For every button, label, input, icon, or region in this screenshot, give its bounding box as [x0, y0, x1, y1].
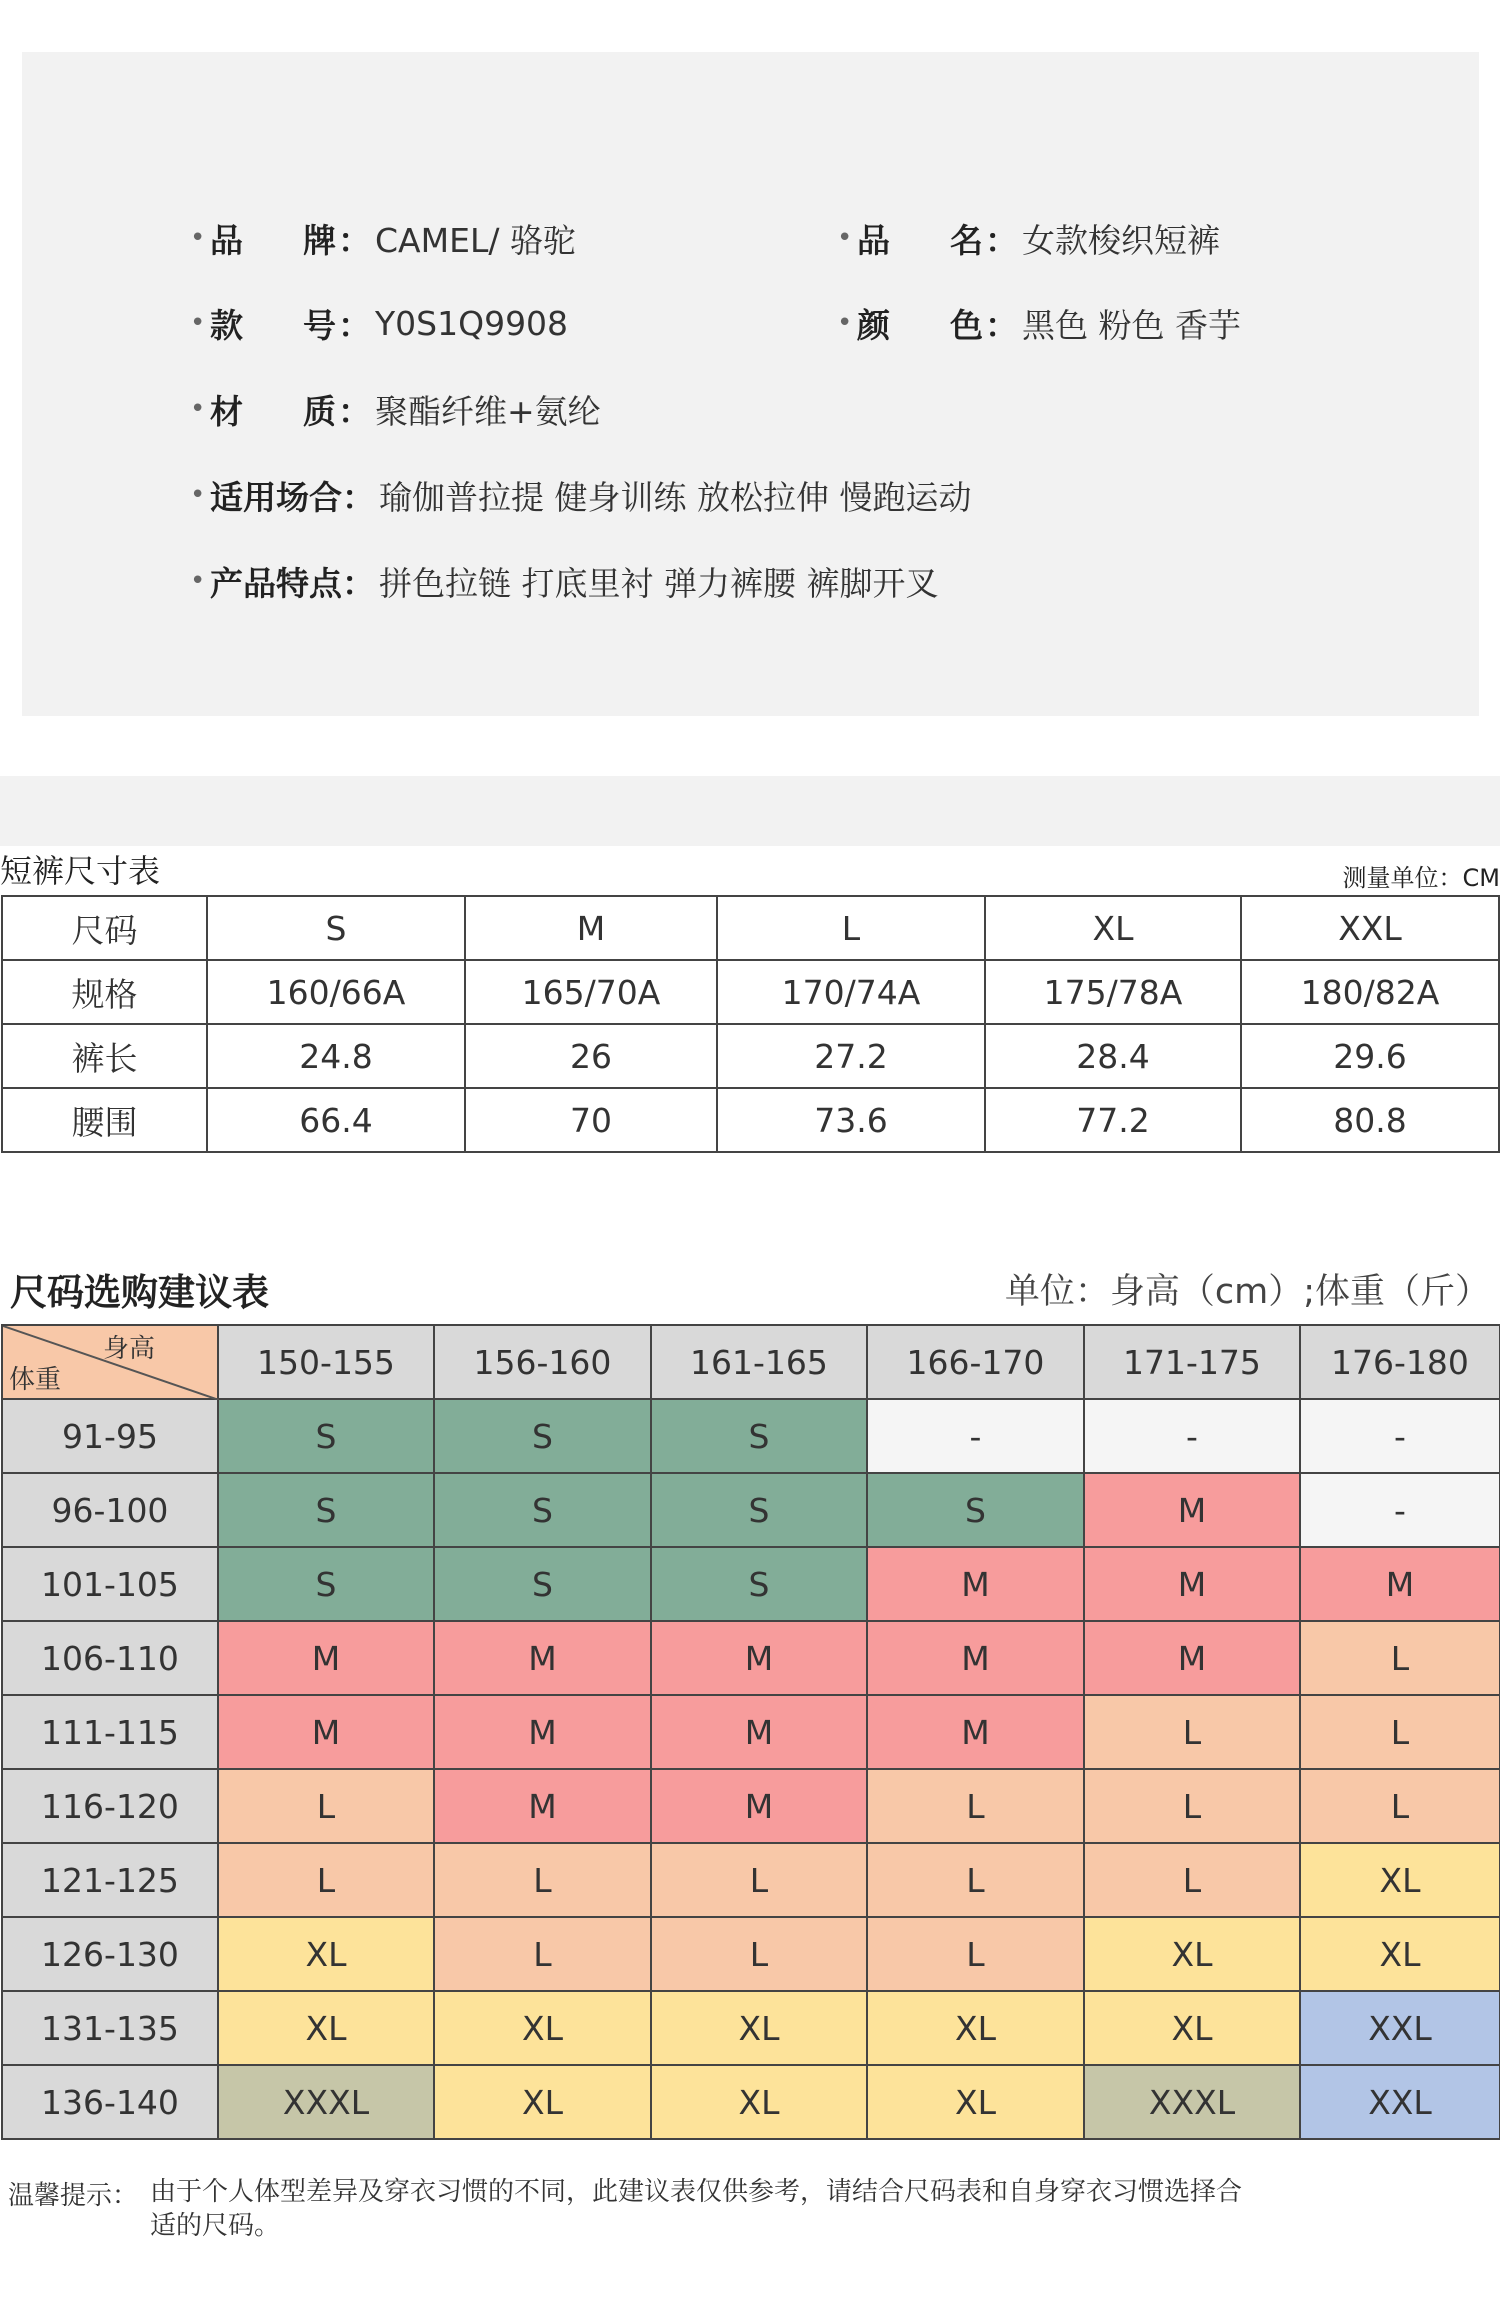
recommended-size-cell: M	[1084, 1621, 1300, 1695]
weight-range-header: 96-100	[2, 1473, 218, 1547]
size-chart-table	[1, 895, 1500, 1153]
height-range-header: 166-170	[867, 1325, 1084, 1399]
corner-height-label: 身高	[102, 1334, 155, 1364]
recommended-size-cell: XL	[1084, 1917, 1300, 1991]
color-value: 黑色 粉色 香芋	[1022, 305, 1241, 345]
recommended-size-cell: S	[434, 1473, 651, 1547]
recommended-size-cell: L	[1084, 1769, 1300, 1843]
recommended-size-cell: M	[651, 1769, 867, 1843]
size-chart-cell: 27.2	[717, 1024, 985, 1088]
recommended-size-cell: XL	[867, 2065, 1084, 2139]
recommended-size-cell: M	[1084, 1547, 1300, 1621]
recommended-size-cell: S	[434, 1547, 651, 1621]
recommended-size-cell: XXXL	[1084, 2065, 1300, 2139]
recommended-size-cell: S	[218, 1473, 434, 1547]
recommendation-title: 尺码选购建议表	[10, 1271, 269, 1314]
recommended-size-cell: -	[1300, 1473, 1500, 1547]
size-chart-cell: 26	[465, 1024, 717, 1088]
model-label: 款 号	[210, 305, 336, 345]
features-label: 产品特点	[210, 563, 342, 603]
size-chart-row-label: 裤长	[2, 1024, 207, 1088]
size-chart-unit: 测量单位：CM	[1342, 864, 1500, 892]
note-text: 由于个人体型差异及穿衣习惯的不同，此建议表仅供参考，请结合尺码表和自身穿衣习惯选择合适的尺码。	[150, 2177, 1243, 2241]
recommended-size-cell: M	[867, 1547, 1084, 1621]
info-row-color: • 颜 色 ： 黑色 粉色 香芋	[837, 298, 1241, 348]
size-chart-cell: 165/70A	[465, 960, 717, 1024]
size-chart-cell: 29.6	[1241, 1024, 1499, 1088]
weight-range-header: 121-125	[2, 1843, 218, 1917]
recommended-size-cell: L	[434, 1917, 651, 1991]
size-chart-cell: XL	[985, 896, 1241, 960]
size-chart-row	[2, 960, 1499, 1024]
size-chart-cell: 70	[465, 1088, 717, 1152]
recommendation-row	[2, 1399, 1500, 1473]
recommended-size-cell: S	[867, 1473, 1084, 1547]
weight-range-header: 116-120	[2, 1769, 218, 1843]
size-chart-cell: 170/74A	[717, 960, 985, 1024]
corner-weight-label: 体重	[9, 1365, 62, 1395]
recommendation-row	[2, 1473, 1500, 1547]
recommended-size-cell: -	[1300, 1399, 1500, 1473]
recommended-size-cell: XXL	[1300, 1991, 1500, 2065]
recommended-size-cell: M	[1300, 1547, 1500, 1621]
recommended-size-cell: M	[218, 1621, 434, 1695]
brand-value: CAMEL/ 骆驼	[375, 220, 576, 260]
size-chart-row-label: 腰围	[2, 1088, 207, 1152]
recommended-size-cell: XL	[218, 1991, 434, 2065]
weight-range-header: 101-105	[2, 1547, 218, 1621]
features-value: 拼色拉链 打底里衬 弹力裤腰 裤脚开叉	[379, 563, 939, 603]
recommended-size-cell: XL	[1300, 1917, 1500, 1991]
info-row-name: • 品 名 ： 女款梭织短裤	[837, 213, 1220, 263]
info-row-brand: • 品 牌 ： CAMEL/ 骆驼	[190, 213, 576, 263]
size-chart-cell: 77.2	[985, 1088, 1241, 1152]
material-label: 材 质	[210, 391, 336, 431]
recommended-size-cell: L	[218, 1843, 434, 1917]
recommended-size-cell: M	[434, 1769, 651, 1843]
recommended-size-cell: M	[651, 1695, 867, 1769]
recommendation-table	[1, 1324, 1500, 2140]
size-chart-cell: 160/66A	[207, 960, 465, 1024]
size-chart-row	[2, 1024, 1499, 1088]
recommended-size-cell: M	[218, 1695, 434, 1769]
recommended-size-cell: L	[1084, 1695, 1300, 1769]
size-chart-row	[2, 896, 1499, 960]
usage-label: 适用场合	[210, 477, 342, 517]
recommended-size-cell: L	[1084, 1843, 1300, 1917]
recommendation-row	[2, 2065, 1500, 2139]
recommended-size-cell: XL	[218, 1917, 434, 1991]
size-chart-cell: S	[207, 896, 465, 960]
recommended-size-cell: S	[651, 1547, 867, 1621]
info-row-material: • 材 质 ： 聚酯纤维+氨纶	[190, 384, 601, 434]
height-range-header: 150-155	[218, 1325, 434, 1399]
size-chart-cell: 73.6	[717, 1088, 985, 1152]
recommended-size-cell: XL	[651, 1991, 867, 2065]
recommended-size-cell: XL	[651, 2065, 867, 2139]
recommended-size-cell: S	[434, 1399, 651, 1473]
product-info-card	[22, 52, 1479, 716]
size-chart-cell: M	[465, 896, 717, 960]
recommended-size-cell: M	[867, 1695, 1084, 1769]
recommended-size-cell: S	[651, 1399, 867, 1473]
weight-range-header: 126-130	[2, 1917, 218, 1991]
weight-range-header: 111-115	[2, 1695, 218, 1769]
height-range-header: 156-160	[434, 1325, 651, 1399]
recommended-size-cell: -	[1084, 1399, 1300, 1473]
color-label: 颜 色	[857, 305, 983, 345]
size-chart-cell: 180/82A	[1241, 960, 1499, 1024]
recommendation-row	[2, 1621, 1500, 1695]
weight-range-header: 136-140	[2, 2065, 218, 2139]
note-label: 温馨提示：	[8, 2181, 139, 2211]
height-range-header: 171-175	[1084, 1325, 1300, 1399]
chart-header-band	[0, 776, 1500, 846]
recommendation-row	[2, 1547, 1500, 1621]
recommended-size-cell: XL	[434, 2065, 651, 2139]
recommended-size-cell: M	[434, 1621, 651, 1695]
weight-range-header: 131-135	[2, 1991, 218, 2065]
size-chart-cell: 66.4	[207, 1088, 465, 1152]
recommended-size-cell: L	[651, 1843, 867, 1917]
recommended-size-cell: L	[1300, 1769, 1500, 1843]
material-value: 聚酯纤维+氨纶	[375, 391, 601, 431]
section-gap	[0, 716, 1500, 776]
recommended-size-cell: L	[1300, 1621, 1500, 1695]
usage-value: 瑜伽普拉提 健身训练 放松拉伸 慢跑运动	[379, 477, 972, 517]
size-chart-row-label: 规格	[2, 960, 207, 1024]
recommended-size-cell: S	[218, 1399, 434, 1473]
size-chart-cell: L	[717, 896, 985, 960]
info-row-features: • 产品特点 ： 拼色拉链 打底里衬 弹力裤腰 裤脚开叉	[190, 556, 938, 606]
size-chart-cell: 24.8	[207, 1024, 465, 1088]
recommended-size-cell: S	[651, 1473, 867, 1547]
size-chart-title: 短裤尺寸表	[0, 852, 161, 890]
size-chart-cell: 80.8	[1241, 1088, 1499, 1152]
recommended-size-cell: L	[434, 1843, 651, 1917]
info-row-usage: • 适用场合 ： 瑜伽普拉提 健身训练 放松拉伸 慢跑运动	[190, 470, 971, 520]
recommendation-row	[2, 1769, 1500, 1843]
recommended-size-cell: XL	[1084, 1991, 1300, 2065]
recommended-size-cell: S	[218, 1547, 434, 1621]
recommendation-row	[2, 1991, 1500, 2065]
recommendation-row	[2, 1917, 1500, 1991]
recommended-size-cell: XXL	[1300, 2065, 1500, 2139]
recommended-size-cell: L	[867, 1769, 1084, 1843]
size-chart-row	[2, 1088, 1499, 1152]
recommended-size-cell: L	[651, 1917, 867, 1991]
recommended-size-cell: M	[867, 1621, 1084, 1695]
recommended-size-cell: -	[867, 1399, 1084, 1473]
recommended-size-cell: XL	[867, 1991, 1084, 2065]
recommendation-row	[2, 1843, 1500, 1917]
size-chart-row-label: 尺码	[2, 896, 207, 960]
size-chart-cell: 28.4	[985, 1024, 1241, 1088]
recommended-size-cell: XL	[434, 1991, 651, 2065]
weight-range-header: 91-95	[2, 1399, 218, 1473]
recommended-size-cell: L	[1300, 1695, 1500, 1769]
recommended-size-cell: L	[218, 1769, 434, 1843]
recommendation-unit: 单位：身高（cm）;体重（斤）	[1004, 1272, 1490, 1312]
recommended-size-cell: M	[1084, 1473, 1300, 1547]
size-chart-cell: XXL	[1241, 896, 1499, 960]
recommended-size-cell: XXXL	[218, 2065, 434, 2139]
size-chart-cell: 175/78A	[985, 960, 1241, 1024]
brand-label: 品 牌	[210, 220, 336, 260]
info-row-model: • 款 号 ： Y0S1Q9908	[190, 298, 568, 348]
corner-header-cell	[2, 1325, 218, 1399]
height-range-header: 161-165	[651, 1325, 867, 1399]
recommended-size-cell: M	[651, 1621, 867, 1695]
recommended-size-cell: L	[867, 1843, 1084, 1917]
name-value: 女款梭织短裤	[1022, 220, 1220, 260]
model-value: Y0S1Q9908	[375, 303, 569, 343]
recommended-size-cell: XL	[1300, 1843, 1500, 1917]
recommended-size-cell: M	[434, 1695, 651, 1769]
recommendation-row	[2, 1695, 1500, 1769]
height-range-header: 176-180	[1300, 1325, 1500, 1399]
recommended-size-cell: L	[867, 1917, 1084, 1991]
name-label: 品 名	[857, 220, 983, 260]
weight-range-header: 106-110	[2, 1621, 218, 1695]
